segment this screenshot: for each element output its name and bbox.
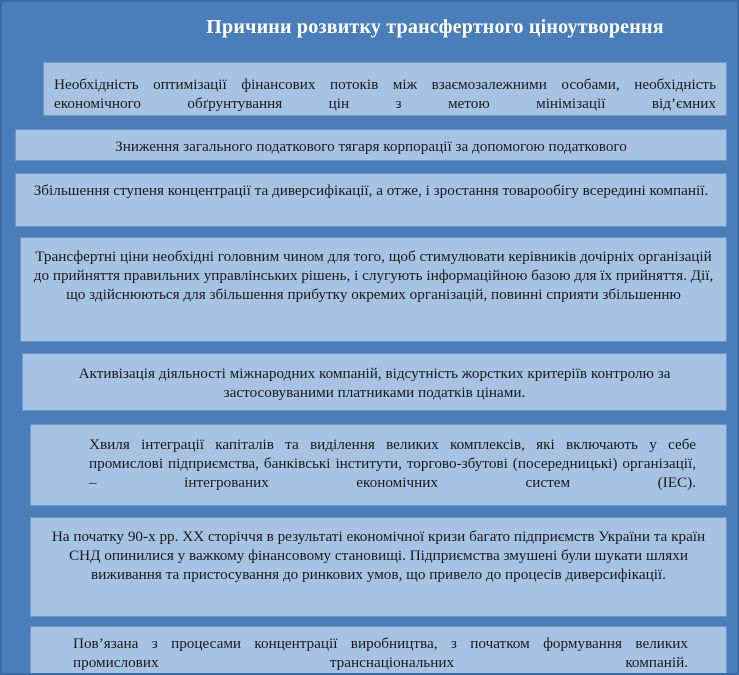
cause-text-1: Необхідність оптимізації фінансових потоків між взаємозалежними особами, необхідність економічного обґрунтування цін з метою мінімізації від’ємних [54,76,716,112]
cause-box-3 [15,173,727,227]
cause-text-3: Збільшення ступеня концентрації та диверсифікації, а отже, і зростання товарообігу всередині компанії. [33,182,709,199]
cause-text-5: Активізація діяльності міжнародних компаній, відсутність жорстких критеріїв контролю за застосовуваними платниками податків цінами. [78,365,671,401]
diagram-title: Причини розвитку трансфертного ціноутворення [206,16,664,38]
cause-text-6: Хвиля інтеграції капіталів та виділення великих комплексів, які включають у себе промислові підприємства, банківські інститути, торгово-збутові (посередницькі) організації, – інтегрованих економічних систем (ІЕС). [89,436,696,491]
cause-text-7: На початку 90-х рр. ХХ сторіччя в результаті економічної кризи багато підприємств України та країн СНД опинилися у важкому фінансовому становищі. Підприємства змушені були шукати шляхи виживання та пристосування до ринкових умов, що привело до процесів диверсифікації. [51,528,706,583]
cause-box-5 [22,353,727,411]
cause-text-8: Пов’язана з процесами концентрації виробництва, з початком формування великих промислових транснаціональних компаній. [73,635,688,671]
cause-box-1 [43,62,727,116]
cause-box-7 [30,517,727,617]
cause-text-2: Зниження загального податкового тягаря корпорації за допомогою податкового [115,138,627,155]
cause-box-6 [30,424,727,506]
cause-text-4: Трансфертні ціни необхідні головним чином для того, щоб стимулювати керівників дочірніх організацій до прийняття правильних управлінських рішень, і слугують інформаційною базою для їх прийняття. Дії, що здійснюються для збільшення прибутку окремих організацій, повинні сприяти збільшенню [33,248,714,303]
cause-box-2 [15,129,727,161]
cause-box-4 [20,237,727,342]
cause-box-8 [30,626,727,674]
